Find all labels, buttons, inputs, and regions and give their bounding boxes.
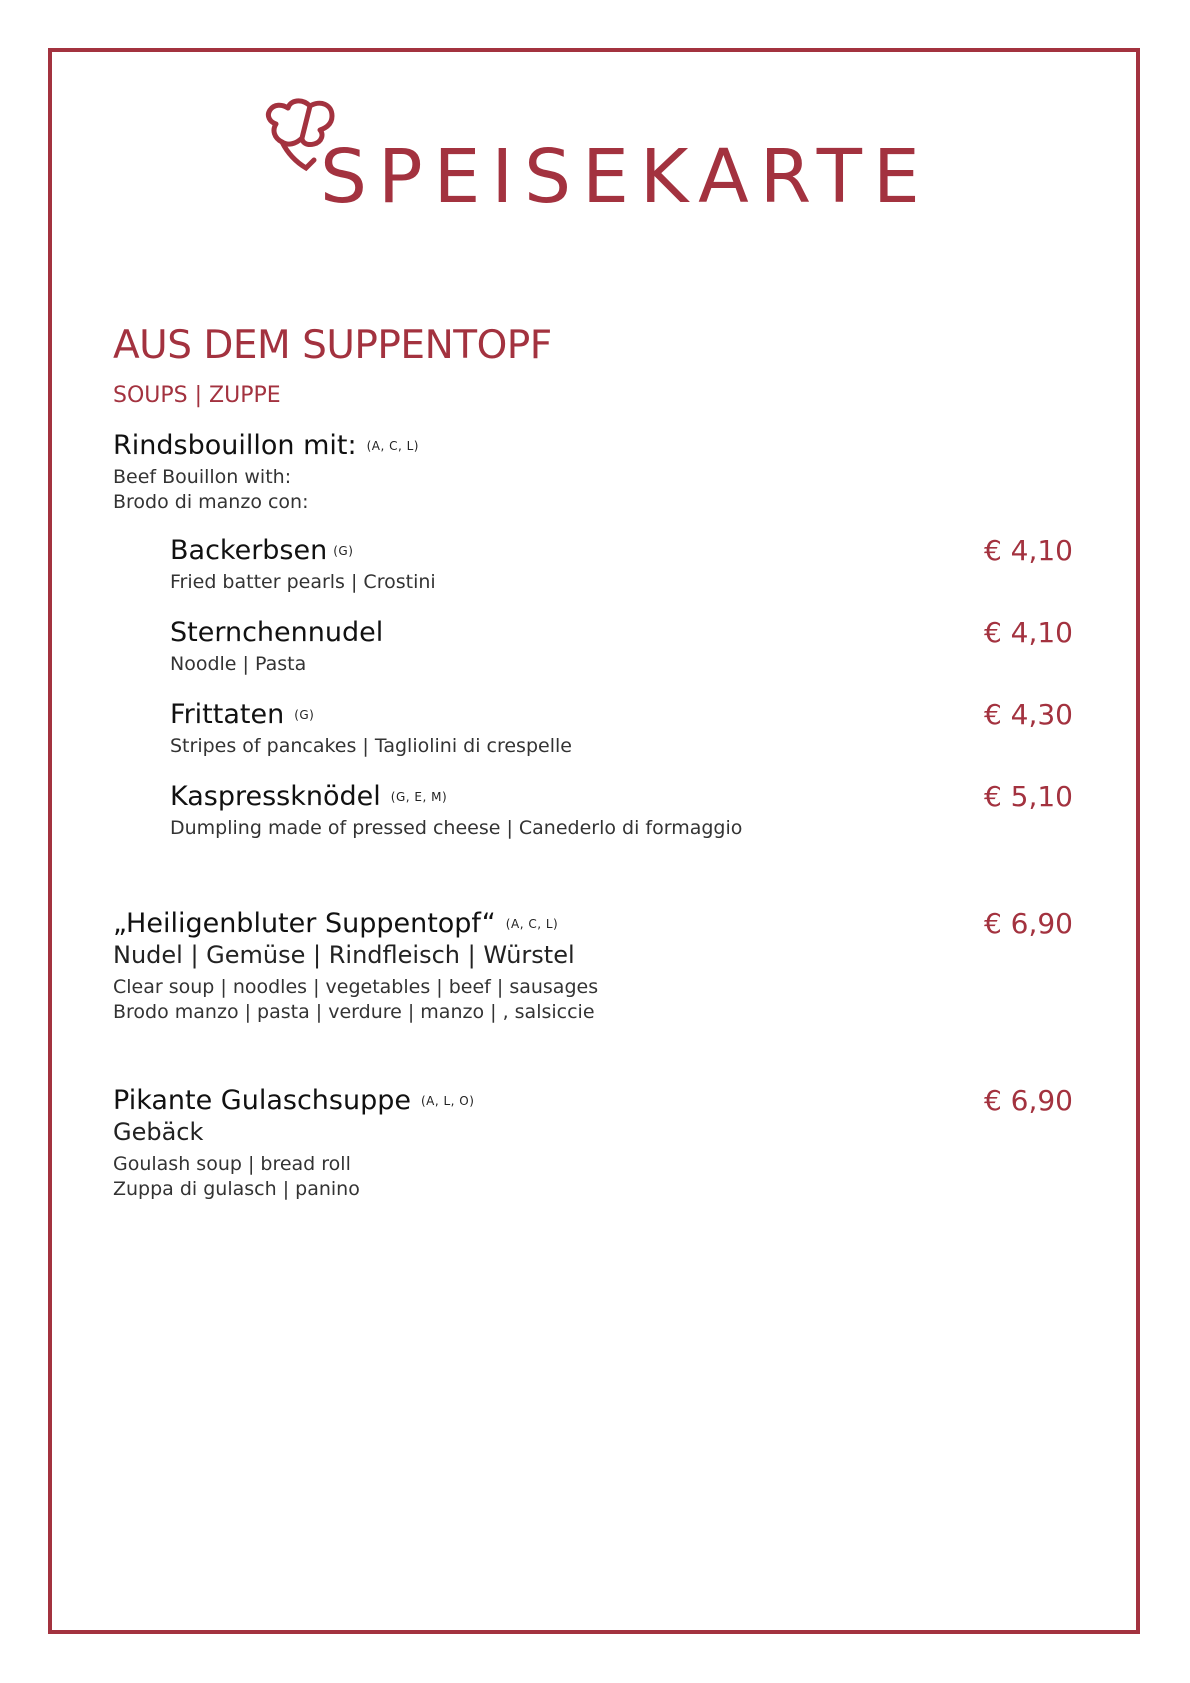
allergen-codes: (G, E, M) [390,789,448,804]
dish-name-text: „Heiligenbluter Suppentopf“ [113,908,496,939]
translation-line: Clear soup | noodles | vegetables | beef | sausages [113,976,599,999]
dish-name-text: Kaspressknödel [170,781,381,812]
translation-line: Goulash soup | bread roll [113,1153,351,1176]
dish-name-text: Pikante Gulaschsuppe [113,1085,411,1116]
dish-german-desc: Nudel | Gemüse | Rindfleisch | Würstel [113,941,575,970]
dish-price: € 4,10 [983,534,1073,567]
dish-name [170,617,1073,648]
dish-price: € 6,90 [983,1084,1073,1117]
dish-german-desc: Gebäck [113,1118,204,1147]
menu-item [170,699,1073,759]
translation-line: Brodo di manzo con: [113,491,309,514]
dish-price: € 5,10 [983,780,1073,813]
menu-item [170,781,1073,841]
header [0,0,1190,240]
dish-name [113,908,1073,939]
translation-line: Brodo manzo | pasta | verdure | manzo | , salsiccie [113,1001,595,1024]
allergen-codes: (G) [333,543,354,558]
dish-name [113,430,1073,461]
section-subtitle: SOUPS | ZUPPE [113,383,281,408]
menu-item [170,535,1073,595]
dish-description: Stripes of pancakes | Tagliolini di crespelle [170,735,572,758]
dish-name-text: Frittaten [170,699,285,730]
dish-description: Noodle | Pasta [170,653,307,676]
dish-name [170,535,1073,566]
dish-price: € 4,10 [983,616,1073,649]
dish-name [113,1085,1073,1116]
logo-title: SPEISEKARTE [320,134,931,220]
dish-description: Fried batter pearls | Crostini [170,571,436,594]
allergen-codes: (A, C, L) [366,438,419,453]
menu-item [170,617,1073,677]
dish-name-text: Backerbsen [170,535,328,566]
bouillon-block [113,430,1073,515]
dish-name-text: Sternchennudel [170,617,384,648]
menu-item [113,908,1073,1025]
translation-line: Zuppa di gulasch | panino [113,1178,360,1201]
dish-price: € 6,90 [983,907,1073,940]
allergen-codes: (A, L, O) [420,1093,475,1108]
allergen-codes: (A, C, L) [505,916,559,931]
dish-name [170,699,1073,730]
section-title: AUS DEM SUPPENTOPF [113,323,552,368]
dish-name-text: Rindsbouillon mit: [113,430,357,461]
menu-item [113,1085,1073,1202]
translation-line: Beef Bouillon with: [113,466,292,489]
dish-description: Dumpling made of pressed cheese | Canederlo di formaggio [170,817,743,840]
allergen-codes: (G) [294,707,315,722]
dish-name [170,781,1073,812]
dish-price: € 4,30 [983,698,1073,731]
